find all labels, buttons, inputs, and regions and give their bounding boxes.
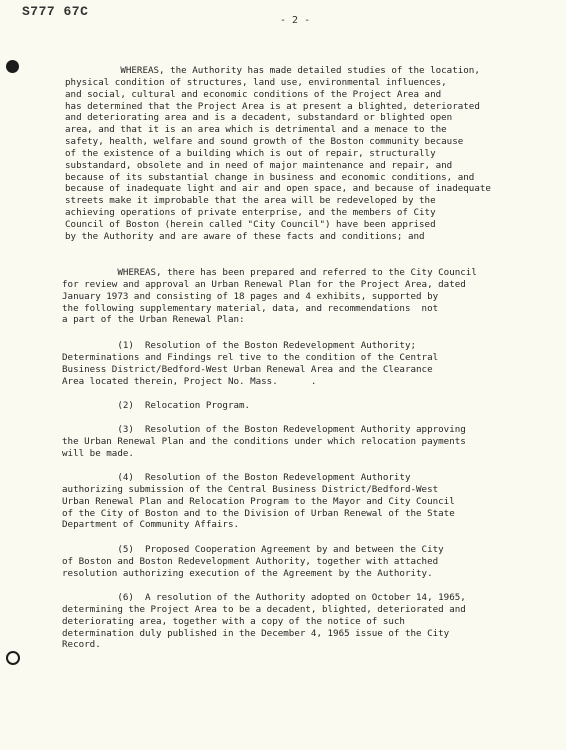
whereas-paragraph-studies: WHEREAS, the Authority has made detailed studies of the location, physical condition of structures, land use, environmental influences, and social, cultural and economic conditions of the Project Area and has determined that the Project Area is at present a blighted, deteriorated and deteriorating area and is a decadent, substandard or blighted open area, and that it is an area which is detrimental and a menace to the safety, health, welfare and sound growth of the Boston community because of the existence of a building which is out of repair, structurally substandard, obsolete and in need of major maintenance and repair, and because of its substantial change in business and economic conditions, and because of inadequate light and air and open space, and because of inadequate streets make it improbable that the area will be redeveloped by the achieving operations of private enterprise, and the members of City Council of Boston (herein called "City Council") have been apprised by the Authority and are aware of these facts and conditions; and [65, 65, 491, 242]
punch-hole-icon [6, 651, 20, 665]
list-item-resolution-approving: (3) Resolution of the Boston Redevelopment Authority approving the Urban Renewal Plan and the conditions under which relocation payments will be made. [62, 424, 466, 459]
list-item-resolution-authorizing: (4) Resolution of the Boston Redevelopment Authority authorizing submission of the Central Business District/Bedford-West Urban Renewal Plan and Relocation Program to the Mayor and City Council of the City of Boston and to the Division of Urban Renewal of the State Department of Community Affairs. [62, 472, 455, 531]
whereas-paragraph-urban-renewal-plan: WHEREAS, there has been prepared and referred to the City Council for review and approval an Urban Renewal Plan for the Project Area, dated January 1973 and consisting of 18 pages and 4 exhibits, supported by the following supplementary material, data, and recommendations not a part of the Urban Renewal Plan: [62, 267, 477, 326]
list-item-cooperation-agreement: (5) Proposed Cooperation Agreement by and between the City of Boston and Boston Redevelopment Authority, together with attached resolution authorizing execution of the Agreement by the Authority. [62, 544, 444, 579]
list-item-resolution-1965: (6) A resolution of the Authority adopted on October 14, 1965, determining the Project Area to be a decadent, blighted, deteriorated and deteriorating area, together with a copy of the notice of such determination duly published in the December 4, 1965 issue of the City Record. [62, 592, 466, 651]
punch-hole-icon [6, 60, 19, 73]
page-number: - 2 - [280, 15, 311, 26]
list-item-relocation-program: (2) Relocation Program. [62, 400, 251, 411]
list-item-resolution-determinations: (1) Resolution of the Boston Redevelopment Authority; Determinations and Findings rel tive to the condition of the Central Business District/Bedford-West Urban Renewal Area and the Clearance Area located therein, Project No. Mass. . [62, 340, 439, 387]
document-id: S777 67C [22, 4, 89, 19]
